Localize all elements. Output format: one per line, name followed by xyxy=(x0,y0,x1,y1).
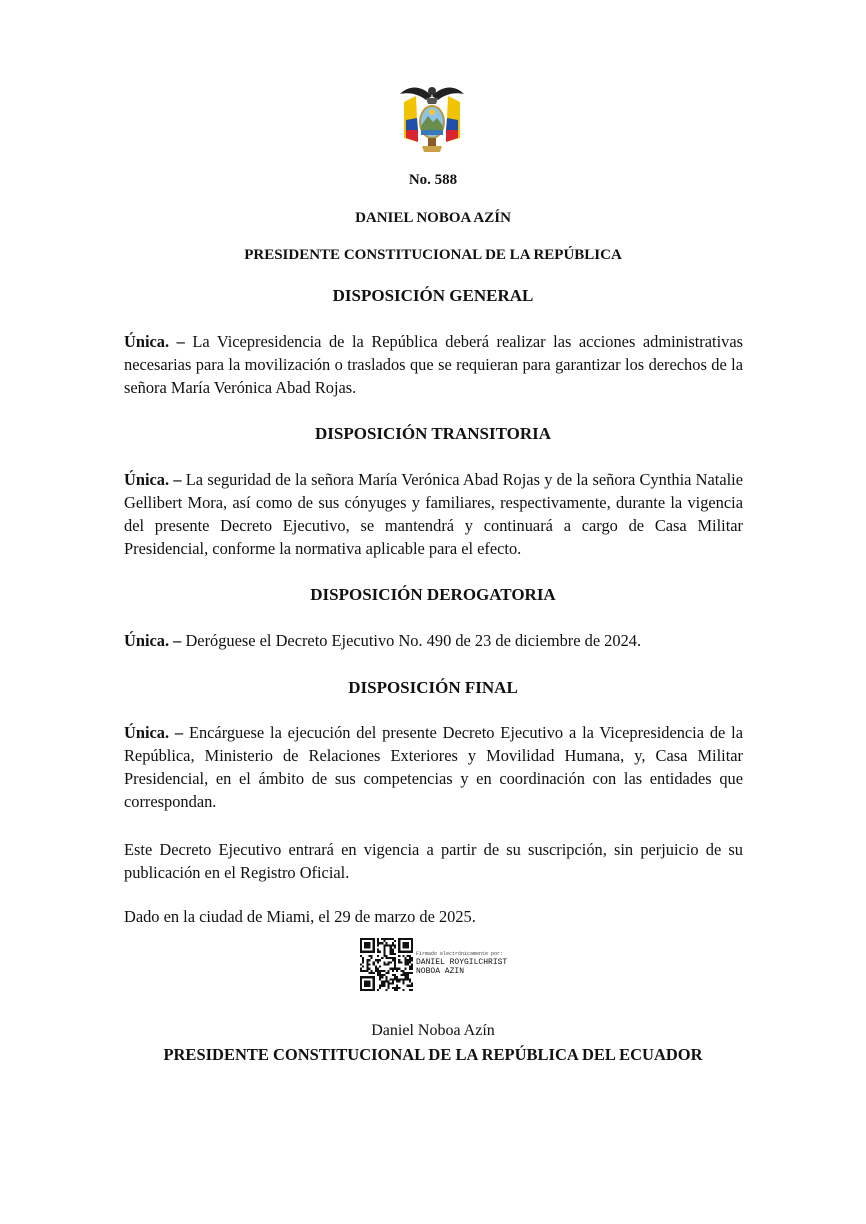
heading-transitoria: DISPOSICIÓN TRANSITORIA xyxy=(314,424,552,443)
paragraph-derogatoria xyxy=(124,629,743,652)
label-unica: Única. – xyxy=(124,332,185,351)
paragraph-text: La Vicepresidencia de la República deberá realizar las acciones administrativas necesarias para la movilización o traslados que se requieran para garantizar los derechos de la señora María Verónica Abad Rojas. xyxy=(124,332,743,397)
president-title: PRESIDENTE CONSTITUCIONAL DE LA REPÚBLICA xyxy=(244,247,622,263)
label-unica: Única. – xyxy=(124,470,182,489)
stamp-name-line1: DANIEL ROYGILCHRIST xyxy=(416,958,508,967)
paragraph-transitoria xyxy=(124,468,743,560)
ecuador-coat-of-arms-icon xyxy=(396,80,468,154)
label-unica: Única. – xyxy=(124,631,182,650)
dated-line: Dado en la ciudad de Miami, el 29 de marzo de 2025. xyxy=(124,907,476,926)
signer-title: PRESIDENTE CONSTITUCIONAL DE LA REPÚBLICA DEL ECUADOR xyxy=(163,1045,703,1064)
paragraph-final xyxy=(124,721,743,813)
signer-name: Daniel Noboa Azín xyxy=(371,1022,495,1039)
qr-code-icon xyxy=(360,938,413,991)
label-unica: Única. – xyxy=(124,723,184,742)
president-name: DANIEL NOBOA AZÍN xyxy=(355,210,511,226)
paragraph-general xyxy=(124,330,743,399)
paragraph-text: La seguridad de la señora María Verónica Abad Rojas y de la señora Cynthia Natalie Gellibert Mora, así como de sus cónyuges y familiares, respectivamente, durante la vigencia del presente Decreto Ejecutivo, se mantendrá y continuará a cargo de Casa Militar Presidencial, conforme la normativa aplicable para el efecto. xyxy=(124,470,743,558)
stamp-name-line2: NOBOA AZIN xyxy=(416,967,465,976)
paragraph-text: Deróguese el Decreto Ejecutivo No. 490 de 23 de diciembre de 2024. xyxy=(181,631,642,650)
validity-paragraph: Este Decreto Ejecutivo entrará en vigencia a partir de su suscripción, sin perjuicio de su publicación en el Registro Oficial. xyxy=(124,840,743,882)
stamp-caption: Firmado electrónicamente por: xyxy=(416,951,504,957)
electronic-signature-stamp xyxy=(360,938,560,994)
heading-derogatoria: DISPOSICIÓN DEROGATORIA xyxy=(310,585,556,604)
paragraph-text: Encárguese la ejecución del presente Decreto Ejecutivo a la Vicepresidencia de la República, Ministerio de Relaciones Exteriores y Movilidad Humana, y, Casa Militar Presidencial, en el ámbito de sus competencias y en coordinación con las entidades que correspondan. xyxy=(124,723,743,811)
decree-number: No. 588 xyxy=(408,172,458,188)
heading-general: DISPOSICIÓN GENERAL xyxy=(332,286,534,305)
heading-final: DISPOSICIÓN FINAL xyxy=(348,678,518,697)
